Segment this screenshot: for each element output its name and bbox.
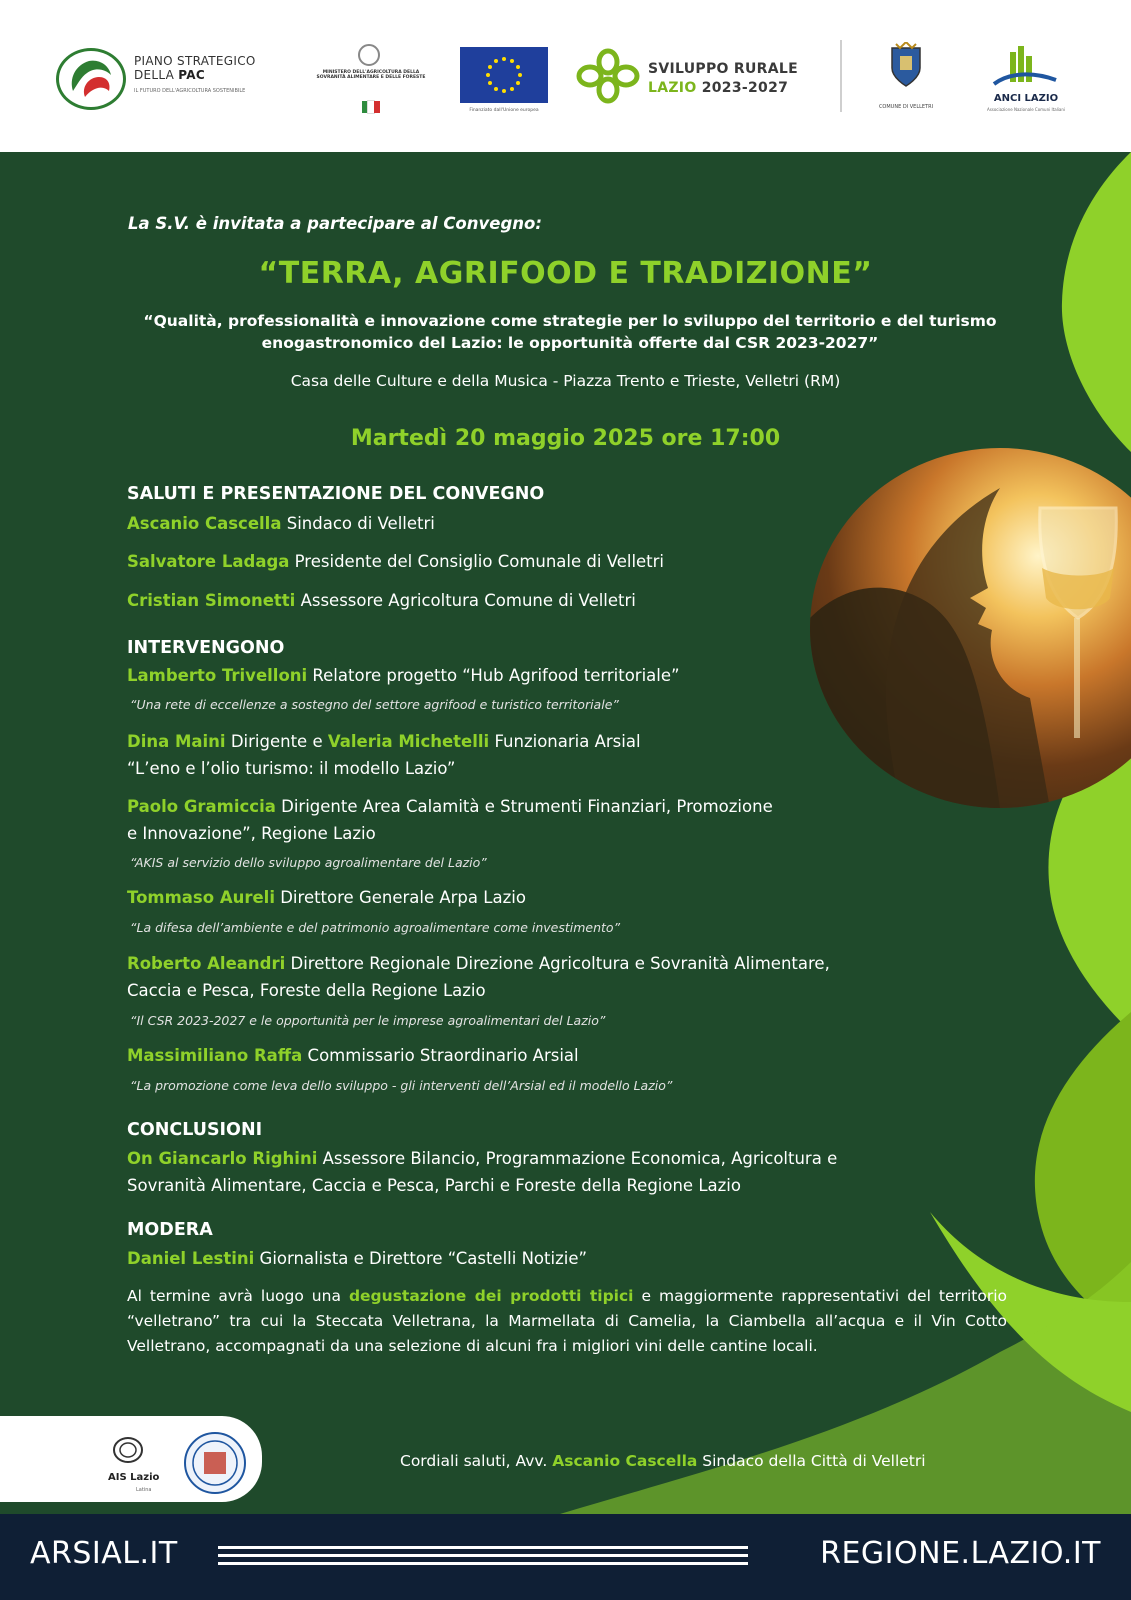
pac-subtitle: IL FUTURO DELL'AGRICOLTURA SOSTENIBILE [134, 88, 246, 94]
speaker-talk-title: “L’eno e l’olio turismo: il modello Lazio” [127, 759, 456, 778]
association-seal-icon [184, 1432, 246, 1494]
ais-lazio-sublabel: Latina [136, 1487, 152, 1493]
anci-lazio-title: ANCI LAZIO [993, 93, 1059, 104]
speaker-line: Massimiliano Raffa Commissario Straordinario Arsial [127, 1046, 579, 1065]
conclusioni-line: On Giancarlo Righini Assessore Bilancio, Programmazione Economica, Agricoltura e [127, 1149, 838, 1168]
speaker-line: Paolo Gramiccia Dirigente Area Calamità e Strumenti Finanziari, Promozione [127, 797, 773, 816]
speaker-line: Dina Maini Dirigente e Valeria Michetelli Funzionaria Arsial [127, 732, 641, 751]
moderator-line: Daniel Lestini Giornalista e Direttore “Castelli Notizie” [127, 1249, 588, 1268]
pac-logo-icon [56, 48, 126, 110]
invitation-panel [0, 152, 1131, 1514]
speaker-talk-title: “Una rete di eccellenze a sostegno del settore agrifood e turistico territoriale” [130, 697, 619, 712]
tasting-paragraph: Al termine avrà luogo una degustazione dei prodotti tipici e maggiormente rappresentativi del territorio “velletrano” tra cui la Steccata Velletrana, la Marmellata di Camelia, la Ciambella all’acqua e il Vin Cotto Velletrano, accompagnati da una selezione di alcuni fra i migliori vini delle cantine locali. [127, 1287, 1007, 1355]
section-heading-saluti: SALUTI E PRESENTAZIONE DEL CONVEGNO [127, 484, 545, 504]
anci-lazio-logo-icon [990, 46, 1060, 90]
speaker-talk-title: “AKIS al servizio dello sviluppo agroalimentare del Lazio” [130, 855, 487, 870]
ais-lazio-logo-icon [106, 1430, 164, 1500]
saluti-item: Salvatore Ladaga Presidente del Consiglio Comunale di Velletri [127, 552, 665, 571]
event-datetime: Martedì 20 maggio 2025 ore 17:00 [350, 426, 781, 451]
speaker-role-continued: e Innovazione”, Regione Lazio [127, 824, 376, 843]
ais-lazio-label: AIS Lazio [108, 1472, 160, 1483]
section-heading-modera: MODERA [127, 1220, 213, 1240]
conclusioni-role-continued: Sovranità Alimentare, Caccia e Pesca, Parchi e Foreste della Regione Lazio [127, 1176, 741, 1195]
sviluppo-rurale-years: LAZIO 2023-2027 [648, 80, 789, 96]
wine-sunset-photo [810, 448, 1131, 808]
velletri-caption: COMUNE DI VELLETRI [878, 104, 934, 110]
closing-greeting: Cordiali saluti, Avv. Ascanio Cascella Sindaco della Città di Velletri [400, 1452, 926, 1470]
speaker-talk-title: “La difesa dell’ambiente e del patrimonio agroalimentare come investimento” [130, 920, 621, 935]
sviluppo-rurale-title: SVILUPPO RURALE [648, 61, 798, 77]
ministry-emblem-icon [358, 44, 380, 66]
invitation-line: La S.V. è invitata a partecipare al Convegno: [128, 214, 542, 233]
eu-flag-icon [460, 47, 548, 103]
speaker-role-continued: Caccia e Pesca, Foreste della Regione Lazio [127, 981, 486, 1000]
arsial-website-link[interactable]: ARSIAL.IT [30, 1536, 178, 1571]
event-venue: Casa delle Culture e della Musica - Piazza Trento e Trieste, Velletri (RM) [290, 372, 841, 390]
footer-bar [0, 1514, 1131, 1600]
speaker-line: Tommaso Aureli Direttore Generale Arpa Lazio [127, 888, 526, 907]
section-heading-intervengono: INTERVENGONO [127, 638, 285, 658]
saluti-item: Cristian Simonetti Assessore Agricoltura Comune di Velletri [127, 591, 636, 610]
speaker-line: Lamberto Trivelloni Relatore progetto “Hub Agrifood territoriale” [127, 666, 680, 685]
sviluppo-rurale-flower-icon [576, 48, 640, 104]
anci-lazio-subtitle: Associazione Nazionale Comuni Italiani [986, 107, 1066, 112]
pac-title: PIANO STRATEGICO DELLA PAC [134, 54, 256, 82]
italian-flag-icon [362, 98, 380, 110]
header-divider [840, 40, 842, 112]
footer-divider-lines [218, 1546, 748, 1566]
regione-lazio-website-link[interactable]: REGIONE.LAZIO.IT [820, 1536, 1101, 1571]
eu-caption: Finanziato dall'Unione europea [469, 108, 539, 113]
velletri-crest-icon [888, 42, 924, 88]
event-subtitle: “Qualità, professionalità e innovazione come strategie per lo sviluppo del territorio e del turismo enogastronomico del Lazio: le opportunità offerte dal CSR 2023-2027” [143, 312, 997, 352]
sponsor-logos [0, 1416, 262, 1502]
speaker-talk-title: “La promozione come leva dello sviluppo - gli interventi dell’Arsial ed il modello Lazio” [130, 1078, 673, 1093]
saluti-item: Ascanio Cascella Sindaco di Velletri [127, 514, 435, 533]
speaker-line: Roberto Aleandri Direttore Regionale Direzione Agricoltura e Sovranità Alimentare, [127, 954, 830, 973]
speaker-talk-title: “Il CSR 2023-2027 e le opportunità per le imprese agroalimentari del Lazio” [130, 1013, 606, 1028]
ministry-text: MINISTERO DELL'AGRICOLTURA DELLA SOVRANITÀ ALIMENTARE E DELLE FORESTE [316, 70, 426, 80]
logo-header [0, 0, 1131, 152]
event-title: “TERRA, AGRIFOOD E TRADIZIONE” [258, 256, 873, 291]
section-heading-conclusioni: CONCLUSIONI [127, 1120, 263, 1140]
